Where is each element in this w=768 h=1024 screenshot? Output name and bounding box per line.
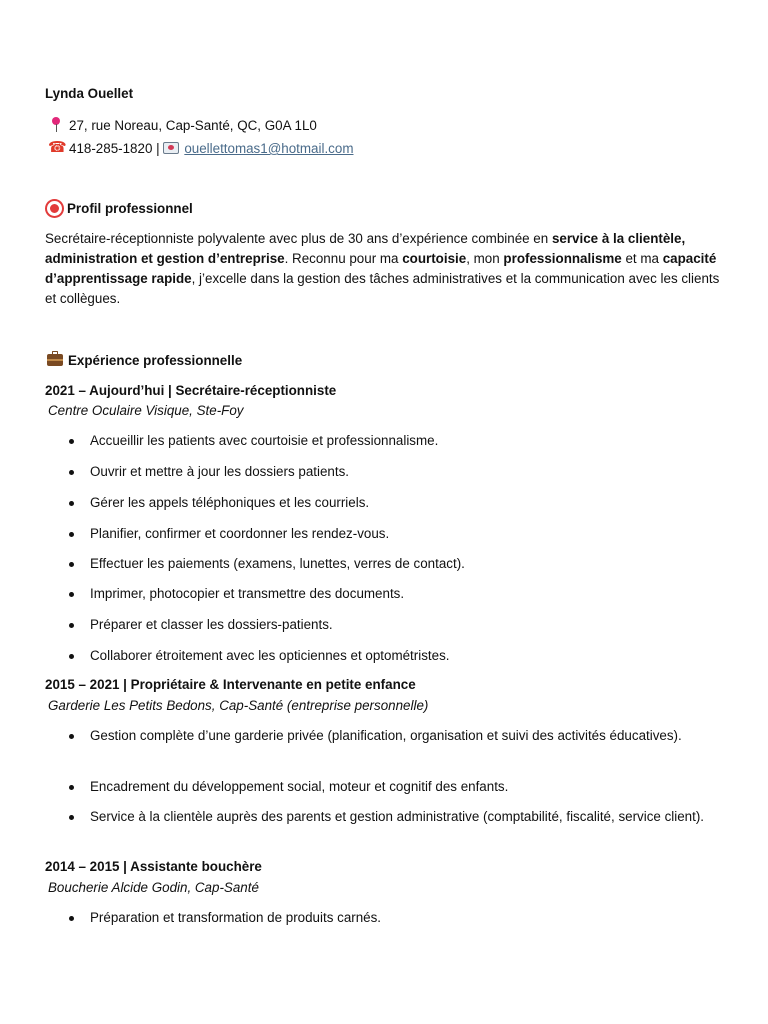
- contact-line: [48, 140, 353, 156]
- list-item: Accueillir les patients avec courtoisie et professionnalisme.: [90, 431, 730, 451]
- profile-highlight: service à la clientèle, administration et gestion d’entreprise: [45, 231, 686, 266]
- phone-text: 418-285-1820: [69, 141, 153, 156]
- list-item: Encadrement du développement social, moteur et cognitif des enfants.: [90, 777, 730, 797]
- job-company: Centre Oculaire Visique, Ste-Foy: [48, 403, 244, 418]
- job-heading: 2015 – 2021 | Propriétaire & Intervenante en petite enfance: [45, 677, 416, 692]
- profile-text: et ma: [621, 251, 663, 266]
- profile-highlight: capacité d’apprentissage rapide: [45, 251, 717, 286]
- profile-highlight: courtoisie: [402, 251, 467, 266]
- list-item: Ouvrir et mettre à jour les dossiers patients.: [90, 462, 730, 482]
- briefcase-icon: [47, 354, 63, 366]
- job-heading: 2014 – 2015 | Assistante bouchère: [45, 859, 262, 874]
- phone-icon: [48, 140, 64, 156]
- list-item: Imprimer, photocopier et transmettre des documents.: [90, 584, 730, 604]
- pin-icon: [48, 117, 64, 133]
- experience-title: Expérience professionnelle: [68, 353, 243, 368]
- profile-highlight: professionnalisme: [503, 251, 622, 266]
- target-icon: [47, 201, 62, 216]
- profile-text: Secrétaire-réceptionniste polyvalente avec plus de 30 ans d’expérience combinée en: [45, 231, 552, 246]
- list-item: Planifier, confirmer et coordonner les rendez-vous.: [90, 524, 730, 544]
- email-icon: [163, 142, 179, 154]
- email-link[interactable]: ouellettomas1@hotmail.com: [184, 141, 354, 156]
- list-item: Effectuer les paiements (examens, lunettes, verres de contact).: [90, 554, 730, 574]
- list-item: Préparer et classer les dossiers-patients.: [90, 615, 730, 635]
- profile-heading: [47, 201, 193, 216]
- profile-paragraph: [45, 229, 725, 309]
- list-item: Collaborer étroitement avec les opticiennes et optométristes.: [90, 646, 730, 666]
- job-company: Boucherie Alcide Godin, Cap-Santé: [48, 880, 259, 895]
- job-heading: 2021 – Aujourd’hui | Secrétaire-réceptionniste: [45, 383, 337, 398]
- address-line: [48, 117, 317, 133]
- address-text: 27, rue Noreau, Cap-Santé, QC, G0A 1L0: [69, 118, 317, 133]
- list-item: Gérer les appels téléphoniques et les courriels.: [90, 493, 730, 513]
- profile-title: Profil professionnel: [67, 201, 193, 216]
- job-company: Garderie Les Petits Bedons, Cap-Santé (entreprise personnelle): [48, 698, 429, 713]
- list-item: Service à la clientèle auprès des parents et gestion administrative (comptabilité, fiscalité, service client).: [90, 807, 730, 827]
- contact-separator: |: [152, 141, 164, 156]
- profile-text: . Reconnu pour ma: [284, 251, 403, 266]
- list-item: Gestion complète d’une garderie privée (planification, organisation et suivi des activités éducatives).: [90, 726, 730, 746]
- candidate-name: Lynda Ouellet: [45, 86, 134, 101]
- experience-heading: [47, 353, 242, 368]
- profile-text: , mon: [466, 251, 504, 266]
- list-item: Préparation et transformation de produits carnés.: [90, 908, 730, 928]
- profile-text: , j’excelle dans la gestion des tâches administratives et la communication avec les clients et collègues.: [45, 271, 720, 306]
